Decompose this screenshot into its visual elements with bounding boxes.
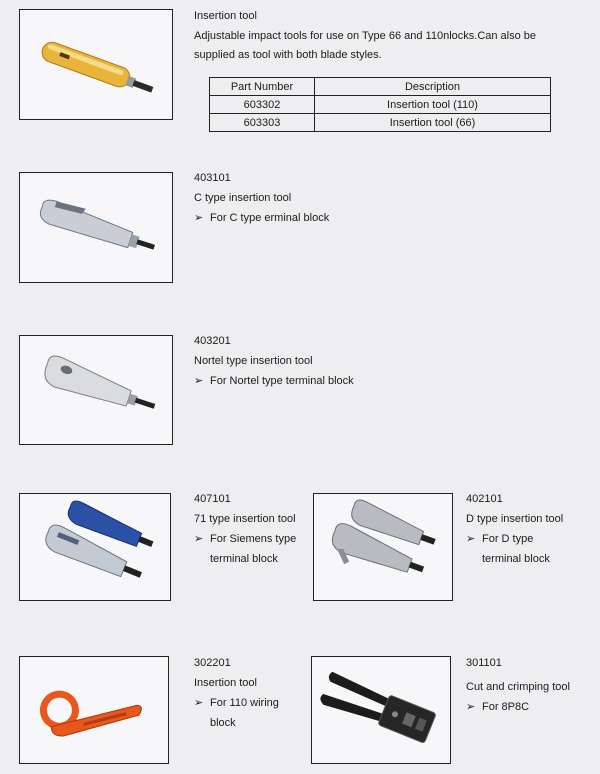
product-402101-bullet-row (466, 529, 563, 549)
product-403201-name: Nortel type insertion tool (194, 355, 313, 367)
table-row (210, 96, 551, 114)
product-302201-bullet-line1: For 110 wiring (210, 697, 279, 709)
product-302201-bullet-row (194, 693, 279, 713)
product-403101-bullet-row (194, 208, 329, 228)
product-407101-bullet-line1: For Siemens type (210, 533, 297, 545)
product-407101-name: 71 type insertion tool (194, 513, 296, 525)
c-type-tool-icon (20, 173, 172, 282)
product-301101-bullet-row (466, 697, 570, 717)
nortel-tool-icon (20, 336, 172, 444)
product-402101-bullet-line2: terminal block (482, 553, 550, 565)
product-407101-code: 407101 (194, 493, 231, 505)
product-407101-bullet-row (194, 529, 296, 549)
insertion-tool-desc-line1: Adjustable impact tools for use on Type 66 and 110nlocks.Can also be (194, 30, 537, 42)
part-number-table (209, 77, 551, 132)
yellow-punch-tool-icon (20, 10, 172, 119)
product-302201-photo (19, 656, 169, 764)
product-402101-code: 402101 (466, 493, 503, 505)
table-cell-description: Insertion tool (66) (315, 114, 551, 132)
insertion-tool-photo (19, 9, 173, 120)
product-407101-photo (19, 493, 171, 601)
product-407101-bullet-line2: terminal block (210, 553, 278, 565)
arrow-bullet-icon: ➢ (194, 697, 204, 709)
product-402101-bullet-line1: For D type (482, 533, 534, 545)
product-301101-name: Cut and crimping tool (466, 681, 570, 693)
orange-110-tool-icon (20, 657, 168, 763)
product-301101-bullet: For 8P8C (482, 701, 530, 713)
insertion-tool-title: Insertion tool (194, 10, 257, 22)
product-302201-bullet-line2: block (210, 717, 236, 729)
table-cell-part-number: 603302 (210, 96, 315, 114)
arrow-bullet-icon: ➢ (194, 533, 204, 545)
product-403101-name: C type insertion tool (194, 192, 292, 204)
arrow-bullet-icon: ➢ (466, 701, 476, 713)
arrow-bullet-icon: ➢ (194, 375, 204, 387)
insertion-tool-desc-line2: supplied as tool with both blade styles. (194, 49, 382, 61)
product-403201-photo (19, 335, 173, 445)
table-header-row (210, 78, 551, 96)
product-403101-bullet: For C type erminal block (210, 212, 330, 224)
product-302201-name: Insertion tool (194, 677, 257, 689)
product-301101-photo (311, 656, 451, 764)
product-403101-code: 403101 (194, 172, 231, 184)
table-cell-description: Insertion tool (110) (315, 96, 551, 114)
product-402101-photo (313, 493, 453, 601)
table-cell-part-number: 603303 (210, 114, 315, 132)
product-403201-code: 403201 (194, 335, 231, 347)
d-type-tool-icon (314, 494, 452, 600)
product-403201-bullet: For Nortel type terminal block (210, 375, 354, 387)
product-402101-name: D type insertion tool (466, 513, 564, 525)
arrow-bullet-icon: ➢ (194, 212, 204, 224)
siemens-tool-icon (20, 494, 170, 600)
crimping-tool-icon (312, 657, 450, 763)
product-302201-code: 302201 (194, 657, 231, 669)
table-row (210, 114, 551, 132)
product-403201-bullet-row (194, 371, 354, 391)
table-header-part-number: Part Number (210, 78, 315, 96)
arrow-bullet-icon: ➢ (466, 533, 476, 545)
product-301101-code: 301101 (466, 657, 502, 669)
product-403101-photo (19, 172, 173, 283)
table-header-description: Description (315, 78, 551, 96)
